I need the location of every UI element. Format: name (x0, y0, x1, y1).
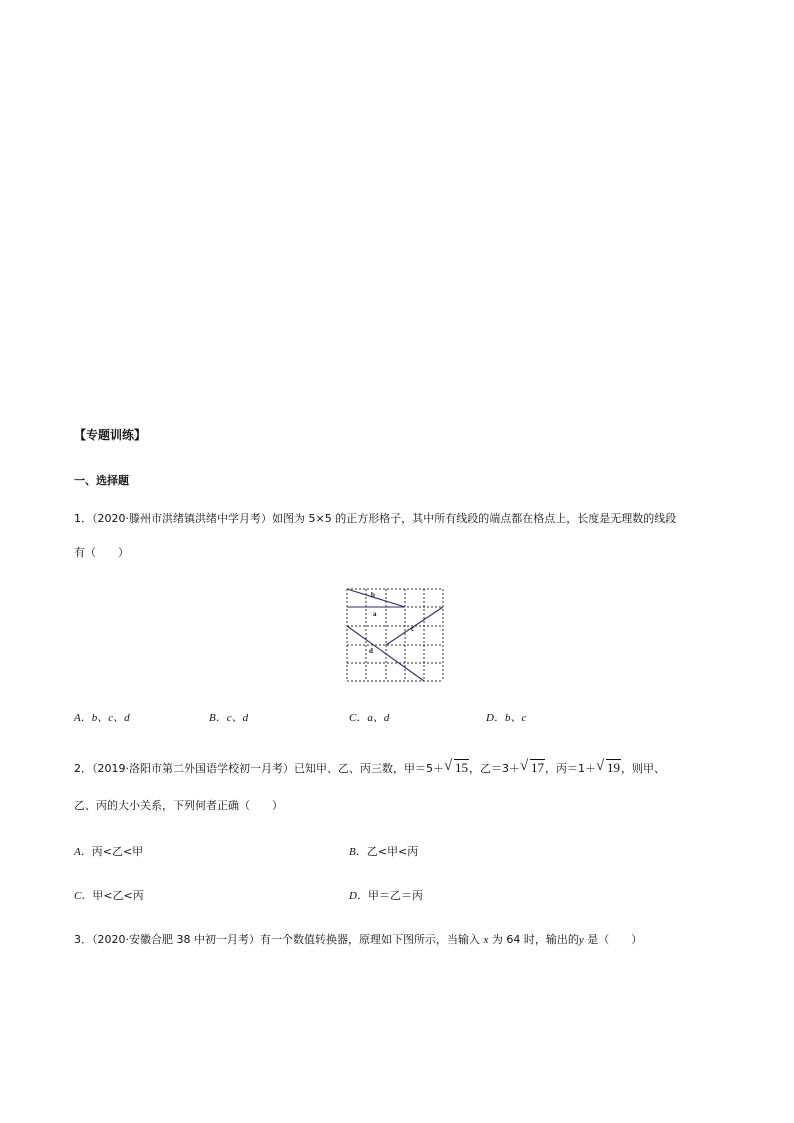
question-1-text: 1．（2020·滕州市洪绪镇洪绪中学月考）如图为 5×5 的正方形格子，其中所有线段的端点都在格点上，长度是无理数的线段 (74, 512, 677, 525)
subsection-title: 一、选择题 (74, 474, 129, 487)
question-3-text: 3．（2020·安徽合肥 38 中初一月考）有一个数值转换器，原理如下图所示，当输入 x 为 64 时，输出的y 是（ ） (74, 933, 643, 946)
question-1-text-line2: 有（ ） (74, 546, 129, 559)
label-c: c (411, 625, 415, 633)
q1-option-a: A．b、c、d (74, 712, 130, 724)
q1-option-c: C．a、d (349, 712, 390, 724)
label-d: d (369, 647, 373, 655)
segment-b (347, 589, 405, 607)
q2-option-c: C．甲<乙<丙 (74, 889, 144, 902)
q2-option-d: D．甲＝乙＝丙 (349, 889, 423, 902)
q1-option-d: D．b、c (486, 712, 527, 724)
q2-option-a: A．丙<乙<甲 (74, 845, 144, 858)
q1-option-b: B．c、d (209, 712, 249, 724)
grid-figure (346, 588, 446, 684)
label-b: b (371, 591, 375, 599)
label-a: a (373, 610, 377, 618)
question-2-text: 2．（2019·洛阳市第二外国语学校初一月考）已知甲、乙、丙三数，甲＝5＋ √ 15，乙＝3＋ √ 17，丙＝1＋ √ 19，则甲、 (74, 758, 665, 775)
section-title: 【专题训练】 (74, 428, 147, 442)
question-2-text-line2: 乙、丙的大小关系，下列何者正确（ ） (74, 799, 283, 812)
q2-option-b: B．乙<甲<丙 (349, 845, 419, 858)
segment-c (386, 607, 443, 645)
